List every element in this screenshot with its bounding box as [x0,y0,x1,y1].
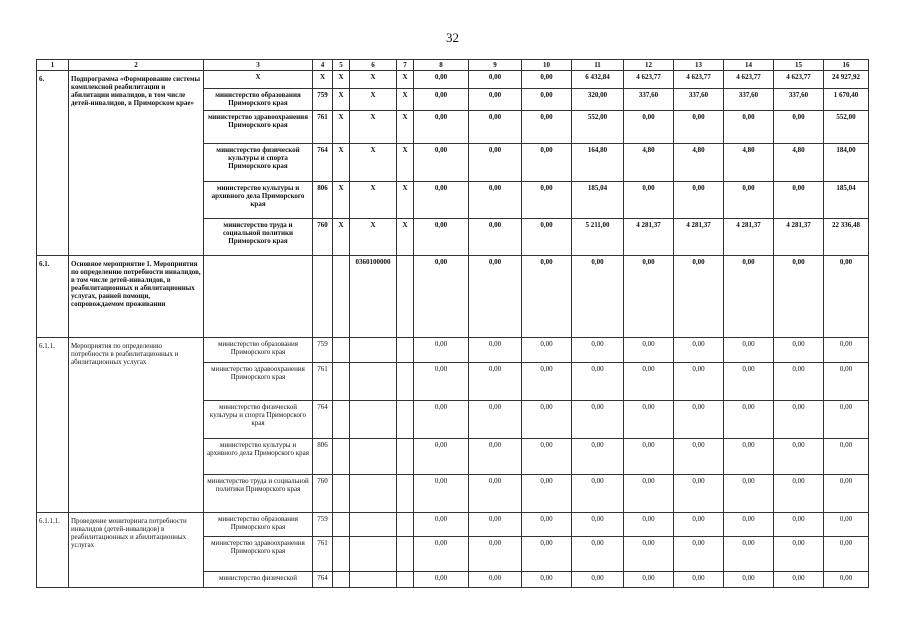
executor-cell [204,256,313,338]
value-cell: 0,00 [469,513,522,537]
value-cell: Х [350,89,397,111]
section-number: 6.1.1. [37,338,69,513]
value-cell: 0,00 [824,338,869,363]
value-cell: 0,00 [522,256,572,338]
value-cell [397,338,414,363]
value-cell [397,439,414,475]
value-cell: 0,00 [414,219,469,256]
executor-cell: министерство образования Приморского края [204,338,313,363]
value-cell: 0,00 [469,401,522,439]
executor-cell: министерство здравоохранения Приморского края [204,363,313,401]
value-cell: 0,00 [724,513,774,537]
value-cell [350,401,397,439]
value-cell: 0,00 [522,338,572,363]
value-cell: 0,00 [414,182,469,219]
value-cell: 0,00 [522,71,572,89]
value-cell: 0,00 [522,513,572,537]
value-cell: 0,00 [674,572,724,588]
value-cell: 337,60 [724,89,774,111]
value-cell: 806 [313,439,333,475]
value-cell: 4 623,77 [774,71,824,89]
value-cell: 0,00 [724,572,774,588]
value-cell: Х [333,219,350,256]
value-cell: 552,00 [572,111,624,144]
value-cell: 0,00 [774,256,824,338]
value-cell: Х [350,182,397,219]
value-cell: 0,00 [572,439,624,475]
value-cell: 764 [313,144,333,182]
value-cell [350,475,397,513]
column-header: 4 [313,60,333,71]
value-cell: 4,80 [624,144,674,182]
value-cell: 760 [313,219,333,256]
value-cell: 0,00 [469,572,522,588]
value-cell: 320,00 [572,89,624,111]
value-cell [397,363,414,401]
value-cell [333,401,350,439]
value-cell: 0,00 [724,256,774,338]
table-header-row [37,60,869,71]
value-cell: 0,00 [414,71,469,89]
executor-cell: министерство физической культуры и спорта Приморского края [204,401,313,439]
executor-cell: министерство здравоохранения Приморского края [204,537,313,572]
column-header: 2 [69,60,204,71]
column-header: 6 [350,60,397,71]
executor-cell: Х [204,71,313,89]
value-cell: 761 [313,363,333,401]
value-cell: 0,00 [824,475,869,513]
value-cell [397,475,414,513]
value-cell: 0,00 [469,182,522,219]
value-cell: 759 [313,513,333,537]
executor-cell: министерство культуры и архивного дела Приморского края [204,439,313,475]
value-cell: 0,00 [414,111,469,144]
value-cell: 0,00 [572,401,624,439]
value-cell: Х [397,182,414,219]
value-cell: 337,60 [774,89,824,111]
column-header: 5 [333,60,350,71]
value-cell: 0,00 [522,572,572,588]
value-cell: Х [350,111,397,144]
value-cell: 0,00 [674,401,724,439]
value-cell: 0,00 [572,572,624,588]
value-cell: Х [313,71,333,89]
value-cell [350,572,397,588]
value-cell: 0,00 [624,439,674,475]
value-cell: 0,00 [572,256,624,338]
value-cell: 0,00 [674,256,724,338]
value-cell: 0,00 [624,111,674,144]
value-cell: Х [333,89,350,111]
value-cell: 0,00 [624,256,674,338]
executor-cell: министерство физической [204,572,313,588]
value-cell: Х [397,111,414,144]
value-cell: 0,00 [522,89,572,111]
executor-cell: министерство культуры и архивного дела Приморского края [204,182,313,219]
table-row [37,338,869,363]
value-cell: 0,00 [724,363,774,401]
value-cell: Х [397,71,414,89]
value-cell: 0,00 [469,89,522,111]
value-cell: 0,00 [824,363,869,401]
section-number: 6.1.1.1. [37,513,69,588]
column-header: 16 [824,60,869,71]
value-cell: 0,00 [774,572,824,588]
executor-cell: министерство труда и социальной политики Приморского края [204,219,313,256]
value-cell: 0,00 [522,401,572,439]
column-header: 1 [37,60,69,71]
value-cell: 0,00 [572,513,624,537]
value-cell: 0,00 [824,256,869,338]
value-cell: 0,00 [774,182,824,219]
value-cell: 0,00 [414,439,469,475]
value-cell: Х [350,144,397,182]
value-cell: 0,00 [824,401,869,439]
value-cell [333,439,350,475]
value-cell: 4 623,77 [724,71,774,89]
executor-cell: министерство образования Приморского края [204,513,313,537]
section-number: 6.1. [37,256,69,338]
value-cell: 0,00 [414,401,469,439]
value-cell [333,363,350,401]
value-cell: 0,00 [774,475,824,513]
value-cell: 0,00 [724,111,774,144]
value-cell: 0,00 [414,89,469,111]
value-cell [397,401,414,439]
table-row [37,256,869,338]
value-cell: 0,00 [774,111,824,144]
value-cell: 0,00 [624,537,674,572]
executor-cell: министерство физической культуры и спорта Приморского края [204,144,313,182]
value-cell: 764 [313,572,333,588]
value-cell: 0,00 [522,182,572,219]
value-cell: Х [350,71,397,89]
value-cell: 0360100000 [350,256,397,338]
section-number: 6. [37,71,69,256]
value-cell: 0,00 [414,144,469,182]
column-header: 3 [204,60,313,71]
value-cell: 0,00 [414,338,469,363]
value-cell: 22 336,48 [824,219,869,256]
value-cell: 0,00 [674,475,724,513]
column-header: 14 [724,60,774,71]
table-row [37,71,869,89]
value-cell: 0,00 [469,111,522,144]
value-cell: Х [333,182,350,219]
value-cell: 0,00 [572,363,624,401]
value-cell: Х [333,71,350,89]
value-cell: 0,00 [522,475,572,513]
value-cell: 0,00 [624,572,674,588]
value-cell [350,537,397,572]
value-cell [333,338,350,363]
value-cell: 0,00 [724,401,774,439]
value-cell: 0,00 [414,572,469,588]
value-cell: 0,00 [774,439,824,475]
value-cell: 0,00 [724,475,774,513]
value-cell: 4 623,77 [674,71,724,89]
value-cell: 0,00 [724,182,774,219]
column-header: 7 [397,60,414,71]
value-cell: 0,00 [624,401,674,439]
column-header: 12 [624,60,674,71]
page-number: 32 [446,30,459,45]
value-cell: Х [333,111,350,144]
value-cell: 0,00 [674,439,724,475]
value-cell: 1 670,40 [824,89,869,111]
value-cell: 4 281,37 [774,219,824,256]
column-header: 9 [469,60,522,71]
value-cell: 0,00 [724,439,774,475]
section-title: Основное мероприятие 1. Мероприятия по определению потребности инвалидов, в том числе детей-инвалидов, в реабилитационных и абилитационных услугах, ранней помощи, сопровождаемом проживании [69,256,204,338]
value-cell: 0,00 [624,338,674,363]
value-cell: 0,00 [572,338,624,363]
value-cell: 0,00 [522,144,572,182]
value-cell: Х [397,144,414,182]
value-cell: 0,00 [624,513,674,537]
value-cell [333,475,350,513]
value-cell: 0,00 [469,537,522,572]
value-cell: 0,00 [824,513,869,537]
value-cell: 0,00 [824,537,869,572]
value-cell: 760 [313,475,333,513]
value-cell [397,537,414,572]
value-cell: 0,00 [674,363,724,401]
value-cell: 0,00 [774,513,824,537]
value-cell: 0,00 [414,513,469,537]
value-cell: 6 432,84 [572,71,624,89]
value-cell: 0,00 [469,144,522,182]
value-cell: 5 211,00 [572,219,624,256]
value-cell: 0,00 [674,513,724,537]
value-cell: 0,00 [572,537,624,572]
value-cell: 0,00 [469,219,522,256]
value-cell: 0,00 [572,475,624,513]
section-title: Проведение мониторинга потребности инвалидов (детей-инвалидов) в реабилитационных и абилитационных услугах [69,513,204,588]
value-cell [333,256,350,338]
value-cell: 4 623,77 [624,71,674,89]
value-cell: 4 281,37 [674,219,724,256]
value-cell [397,513,414,537]
value-cell: 0,00 [522,111,572,144]
value-cell [397,256,414,338]
column-header: 8 [414,60,469,71]
value-cell [350,363,397,401]
executor-cell: министерство здравоохранения Приморского края [204,111,313,144]
section-title: Мероприятия по определению потребности в реабилитационных и абилитационных услугах [69,338,204,513]
value-cell: 0,00 [522,219,572,256]
value-cell: 806 [313,182,333,219]
value-cell: 0,00 [469,439,522,475]
value-cell: 0,00 [724,338,774,363]
value-cell: 337,60 [624,89,674,111]
value-cell: 0,00 [469,71,522,89]
value-cell: 337,60 [674,89,724,111]
column-header: 13 [674,60,724,71]
section-title: Подпрограмма «Формирование системы комплексной реабилитации и абилитации инвалидов, в том числе детей-инвалидов, в Приморском крае» [69,71,204,256]
value-cell [333,537,350,572]
value-cell: 0,00 [674,537,724,572]
column-header: 15 [774,60,824,71]
value-cell: Х [350,219,397,256]
value-cell [350,439,397,475]
value-cell: 4,80 [674,144,724,182]
value-cell: 0,00 [824,439,869,475]
value-cell: 0,00 [774,401,824,439]
value-cell: 759 [313,89,333,111]
value-cell: 0,00 [414,537,469,572]
value-cell: 0,00 [774,537,824,572]
value-cell [350,513,397,537]
value-cell: 0,00 [469,338,522,363]
value-cell [333,572,350,588]
value-cell: 185,04 [824,182,869,219]
table-row [37,513,869,537]
value-cell: 0,00 [624,475,674,513]
column-header: 10 [522,60,572,71]
value-cell [350,338,397,363]
value-cell: 4 281,37 [724,219,774,256]
value-cell: 0,00 [522,363,572,401]
value-cell: 0,00 [414,475,469,513]
value-cell: 185,04 [572,182,624,219]
value-cell: 0,00 [414,256,469,338]
value-cell: 184,00 [824,144,869,182]
executor-cell: министерство труда и социальной политики Приморского края [204,475,313,513]
value-cell: 0,00 [724,537,774,572]
value-cell: 0,00 [469,475,522,513]
value-cell: Х [397,89,414,111]
value-cell: 0,00 [674,111,724,144]
value-cell: 761 [313,111,333,144]
value-cell: 4,80 [774,144,824,182]
value-cell: 0,00 [414,363,469,401]
value-cell: 759 [313,338,333,363]
value-cell [313,256,333,338]
value-cell: 0,00 [522,537,572,572]
value-cell: 0,00 [624,363,674,401]
value-cell: 0,00 [469,363,522,401]
value-cell [397,572,414,588]
value-cell: 0,00 [674,182,724,219]
value-cell: 0,00 [624,182,674,219]
value-cell: 4,80 [724,144,774,182]
value-cell: 552,00 [824,111,869,144]
value-cell: 164,80 [572,144,624,182]
value-cell: 0,00 [522,439,572,475]
value-cell: 0,00 [674,338,724,363]
value-cell: 0,00 [824,572,869,588]
value-cell: 761 [313,537,333,572]
value-cell: Х [397,219,414,256]
budget-table [36,59,869,588]
value-cell: 0,00 [469,256,522,338]
value-cell [333,513,350,537]
value-cell: 0,00 [774,363,824,401]
value-cell: Х [333,144,350,182]
value-cell: 4 281,37 [624,219,674,256]
value-cell: 764 [313,401,333,439]
value-cell: 0,00 [774,338,824,363]
executor-cell: министерство образования Приморского края [204,89,313,111]
value-cell: 24 927,92 [824,71,869,89]
column-header: 11 [572,60,624,71]
